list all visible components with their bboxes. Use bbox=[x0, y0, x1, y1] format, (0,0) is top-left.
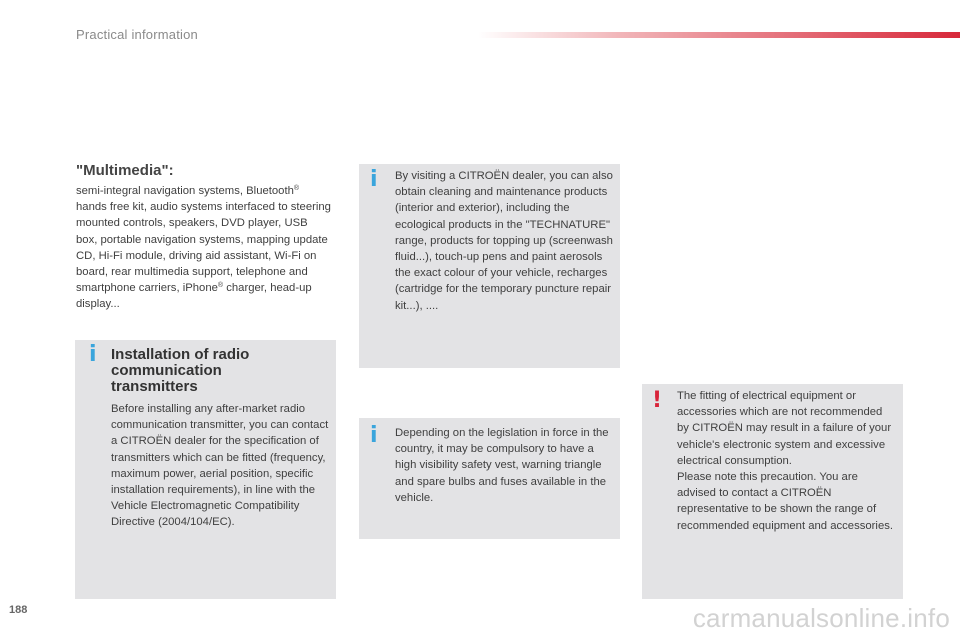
multimedia-text-rest: hands free kit, audio systems interfaced to steering mounted controls, speakers, DVD player, USB box, portable navigation systems, mapping update CD, Hi-Fi module, driving aid assistant, Wi-Fi on board, rear multimedia support, telephone and smartphone carriers, bbox=[76, 201, 331, 295]
dealer-products-box bbox=[359, 164, 620, 368]
page-header-title: Practical information bbox=[76, 27, 198, 42]
info-icon: i bbox=[89, 342, 97, 367]
electrical-warning-box bbox=[642, 384, 903, 599]
registered-mark: ® bbox=[293, 185, 300, 192]
radio-transmitters-heading: Installation of radio communication transmitters bbox=[111, 346, 250, 395]
electrical-warning-paragraph-1: The fitting of electrical equipment or accessories which are not recommended by CITROËN may result in a failure of your vehicle's electronic system and excessive electrical consumption. bbox=[677, 390, 892, 467]
multimedia-text-iphone-rest: charger, head-up display... bbox=[76, 282, 312, 311]
multimedia-text-iphone: iPhone bbox=[182, 282, 218, 295]
multimedia-text bbox=[76, 183, 332, 313]
header-accent-bar bbox=[478, 32, 960, 38]
info-icon: i bbox=[370, 167, 378, 192]
electrical-warning-text bbox=[677, 388, 897, 534]
radio-transmitters-box bbox=[75, 340, 336, 599]
legislation-box bbox=[359, 418, 620, 539]
legislation-text: Depending on the legislation in force in the country, it may be compulsory to have a high visibility safety vest, warning triangle and spare bulbs and fuses available in the vehicle. bbox=[395, 427, 609, 504]
multimedia-text-line1: semi-integral navigation systems, Bluetooth bbox=[76, 185, 294, 197]
radio-transmitters-text: Before installing any after-market radio communication transmitter, you can contact a CITROËN dealer for the specification of transmitters which can be fitted (frequency, maximum power, aerial position, specific installation requirements), in line with the Vehicle Electromagnetic Compatibility Directive (2004/104/EC). bbox=[111, 403, 329, 529]
electrical-warning-paragraph-2: Please note this precaution. You are advised to contact a CITROËN representative to be shown the range of recommended equipment and accessories. bbox=[677, 471, 894, 532]
info-icon: i bbox=[370, 423, 378, 448]
dealer-products-text: By visiting a CITROËN dealer, you can also obtain cleaning and maintenance products (interior and exterior), including the ecological products in the "TECHNATURE" range, products for topping up (screenwash fluid...), touch-up pens and paint aerosols the exact colour of your vehicle, recharges (cartridge for the temporary puncture repair kit...), .... bbox=[395, 170, 613, 312]
page-number: 188 bbox=[9, 604, 28, 616]
site-watermark: carmanualsonline.info bbox=[692, 603, 950, 633]
registered-mark: ® bbox=[217, 282, 224, 290]
multimedia-heading: "Multimedia": bbox=[76, 162, 174, 179]
warning-icon: ! bbox=[652, 388, 663, 413]
